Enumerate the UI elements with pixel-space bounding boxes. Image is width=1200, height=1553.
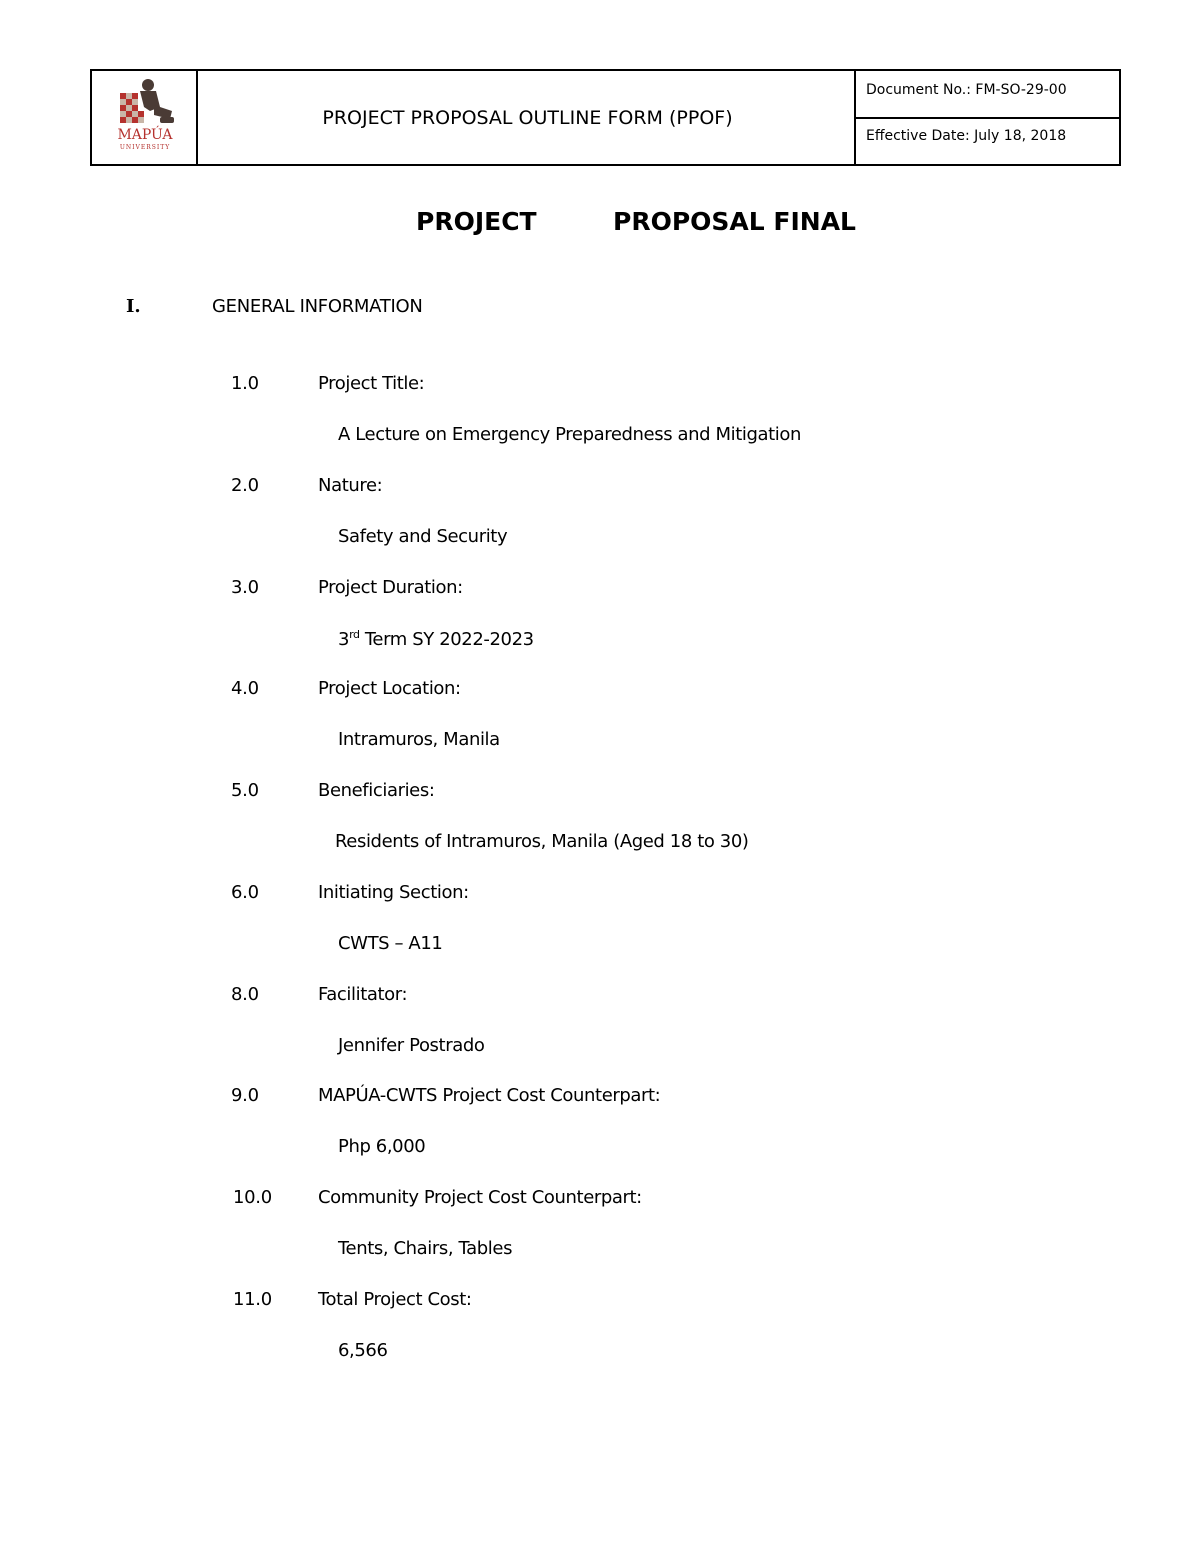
item-number: 1.0 [231, 373, 259, 394]
item-label: Initiating Section: [318, 882, 469, 903]
info-item [0, 984, 1200, 1086]
item-number: 3.0 [231, 577, 259, 598]
info-item [0, 678, 1200, 780]
item-number: 10.0 [233, 1187, 272, 1208]
svg-text:MAPÚA: MAPÚA [117, 127, 173, 143]
section-title: GENERAL INFORMATION [212, 296, 423, 317]
title-word-2: PROPOSAL FINAL [613, 207, 856, 236]
item-value: Jennifer Postrado [338, 1035, 485, 1056]
item-label: Nature: [318, 475, 383, 496]
form-header-table [90, 69, 1121, 166]
item-value: A Lecture on Emergency Preparedness and Mitigation [338, 424, 802, 445]
info-item [0, 780, 1200, 882]
item-value: Intramuros, Manila [338, 729, 500, 750]
form-title: PROJECT PROPOSAL OUTLINE FORM (PPOF) [322, 106, 733, 129]
value-text: Term SY 2022-2023 [359, 629, 534, 650]
item-number: 11.0 [233, 1289, 272, 1310]
item-number: 5.0 [231, 780, 259, 801]
value-ordinal: 3 [338, 629, 350, 650]
item-label: MAPÚA-CWTS Project Cost Counterpart: [318, 1085, 661, 1106]
item-label: Beneficiaries: [318, 780, 435, 801]
info-item [0, 1289, 1200, 1391]
info-item [0, 577, 1200, 679]
info-item [0, 1085, 1200, 1187]
info-item [0, 373, 1200, 475]
header-divider [856, 117, 1119, 119]
info-item [0, 882, 1200, 984]
item-label: Community Project Cost Counterpart: [318, 1187, 642, 1208]
document-number: Document No.: FM-SO-29-00 [866, 82, 1067, 98]
effective-date: Effective Date: July 18, 2018 [866, 128, 1067, 144]
info-item [0, 1187, 1200, 1289]
item-value: Tents, Chairs, Tables [338, 1238, 513, 1259]
item-value: Safety and Security [338, 526, 508, 547]
title-word-1: PROJECT [416, 207, 537, 236]
item-label: Facilitator: [318, 984, 408, 1005]
item-number: 6.0 [231, 882, 259, 903]
item-value: CWTS – A11 [338, 933, 443, 954]
info-item [0, 475, 1200, 577]
value-ordinal-suffix: rd [349, 628, 360, 641]
item-number: 2.0 [231, 475, 259, 496]
item-label: Project Duration: [318, 577, 463, 598]
item-number: 4.0 [231, 678, 259, 699]
item-label: Project Title: [318, 373, 425, 394]
item-value: Php 6,000 [338, 1136, 426, 1157]
item-label: Project Location: [318, 678, 461, 699]
item-value: Residents of Intramuros, Manila (Aged 18 to 30) [335, 831, 749, 852]
item-number: 9.0 [231, 1085, 259, 1106]
item-number: 8.0 [231, 984, 259, 1005]
item-value: 6,566 [338, 1340, 388, 1361]
svg-text:UNIVERSITY: UNIVERSITY [119, 144, 171, 151]
item-label: Total Project Cost: [318, 1289, 472, 1310]
item-value [338, 628, 534, 650]
section-number: I. [126, 296, 141, 317]
header-divider [196, 71, 198, 164]
mapua-logo [110, 77, 180, 157]
